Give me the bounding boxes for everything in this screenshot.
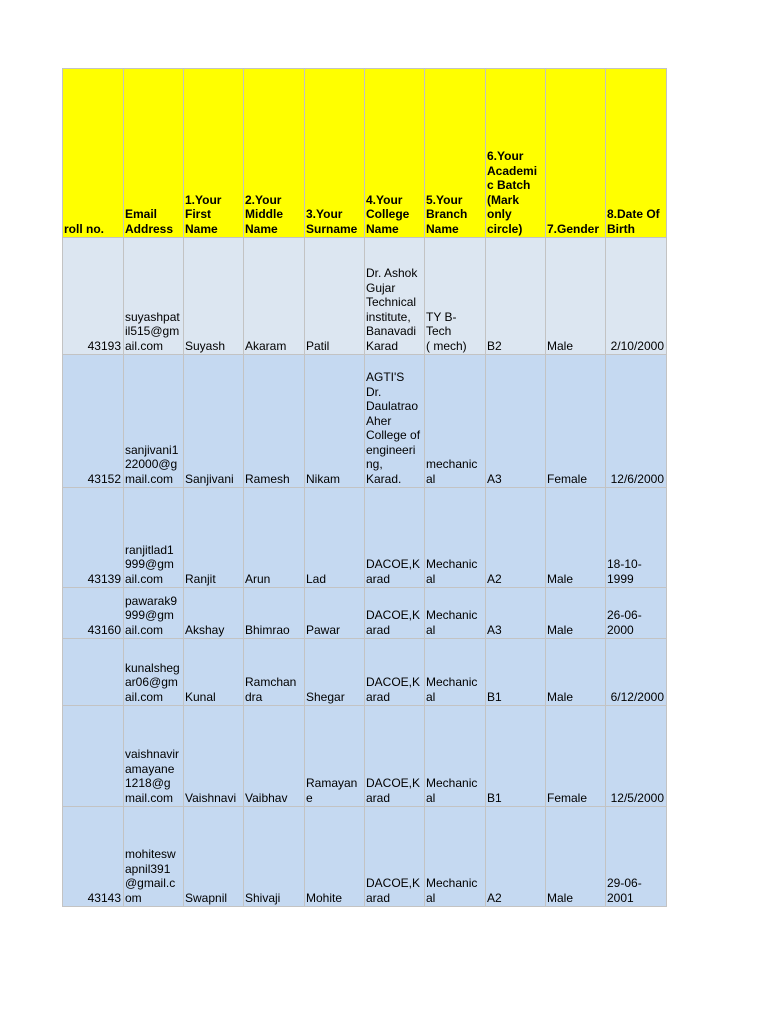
cell-middle-name: Akaram bbox=[244, 238, 305, 355]
cell-first-name: Kunal bbox=[184, 639, 244, 706]
cell-dob: 26-06- 2000 bbox=[606, 588, 667, 639]
cell-gender: Male bbox=[546, 639, 606, 706]
cell-first-name: Suyash bbox=[184, 238, 244, 355]
cell-middle-name: Bhimrao bbox=[244, 588, 305, 639]
cell-roll-no: 43139 bbox=[63, 488, 124, 588]
cell-college: Dr. Ashok Gujar Technical institute, Banavadi Karad bbox=[365, 238, 425, 355]
cell-middle-name: Vaibhav bbox=[244, 706, 305, 807]
cell-branch: mechanic al bbox=[425, 355, 486, 488]
header-row bbox=[63, 69, 667, 238]
cell-dob: 29-06- 2001 bbox=[606, 807, 667, 907]
cell-college: DACOE,K arad bbox=[365, 588, 425, 639]
header-surname: 3.Your Surname bbox=[305, 69, 365, 238]
cell-email: suyashpat il515@gm ail.com bbox=[124, 238, 184, 355]
header-email: Email Address bbox=[124, 69, 184, 238]
cell-email: mohitesw apnil391 @gmail.c om bbox=[124, 807, 184, 907]
cell-gender: Female bbox=[546, 355, 606, 488]
cell-college: DACOE,K arad bbox=[365, 706, 425, 807]
cell-email: vaishnavir amayane 1218@g mail.com bbox=[124, 706, 184, 807]
header-roll-no: roll no. bbox=[63, 69, 124, 238]
cell-branch: Mechanic al bbox=[425, 588, 486, 639]
cell-roll-no bbox=[63, 706, 124, 807]
cell-batch: A3 bbox=[486, 355, 546, 488]
cell-dob: 12/6/2000 bbox=[606, 355, 667, 488]
cell-first-name: Sanjivani bbox=[184, 355, 244, 488]
cell-gender: Male bbox=[546, 588, 606, 639]
cell-email: ranjitlad1 999@gm ail.com bbox=[124, 488, 184, 588]
cell-first-name: Akshay bbox=[184, 588, 244, 639]
cell-email: sanjivani1 22000@g mail.com bbox=[124, 355, 184, 488]
cell-branch: Mechanic al bbox=[425, 706, 486, 807]
cell-dob: 18-10- 1999 bbox=[606, 488, 667, 588]
cell-gender: Female bbox=[546, 706, 606, 807]
table-row bbox=[63, 807, 667, 907]
cell-middle-name: Ramchan dra bbox=[244, 639, 305, 706]
cell-college: DACOE,K arad bbox=[365, 488, 425, 588]
cell-branch: Mechanic al bbox=[425, 488, 486, 588]
cell-batch: B1 bbox=[486, 639, 546, 706]
cell-email: pawarak9 999@gm ail.com bbox=[124, 588, 184, 639]
cell-surname: Nikam bbox=[305, 355, 365, 488]
cell-college: DACOE,K arad bbox=[365, 639, 425, 706]
table-row bbox=[63, 355, 667, 488]
cell-college: DACOE,K arad bbox=[365, 807, 425, 907]
cell-roll-no: 43143 bbox=[63, 807, 124, 907]
table-row bbox=[63, 488, 667, 588]
cell-batch: B1 bbox=[486, 706, 546, 807]
cell-roll-no: 43193 bbox=[63, 238, 124, 355]
header-college: 4.Your College Name bbox=[365, 69, 425, 238]
header-batch: 6.Your Academi c Batch (Mark only circle) bbox=[486, 69, 546, 238]
cell-first-name: Ranjit bbox=[184, 488, 244, 588]
cell-college: AGTI'S Dr. Daulatrao Aher College of engineeri ng, Karad. bbox=[365, 355, 425, 488]
cell-branch: Mechanic al bbox=[425, 807, 486, 907]
cell-batch: A2 bbox=[486, 807, 546, 907]
cell-first-name: Swapnil bbox=[184, 807, 244, 907]
cell-dob: 12/5/2000 bbox=[606, 706, 667, 807]
cell-surname: Ramayan e bbox=[305, 706, 365, 807]
cell-middle-name: Shivaji bbox=[244, 807, 305, 907]
header-gender: 7.Gender bbox=[546, 69, 606, 238]
cell-surname: Mohite bbox=[305, 807, 365, 907]
cell-email: kunalsheg ar06@gm ail.com bbox=[124, 639, 184, 706]
cell-gender: Male bbox=[546, 238, 606, 355]
cell-dob: 6/12/2000 bbox=[606, 639, 667, 706]
header-dob: 8.Date Of Birth bbox=[606, 69, 667, 238]
cell-gender: Male bbox=[546, 807, 606, 907]
cell-batch: B2 bbox=[486, 238, 546, 355]
header-branch: 5.Your Branch Name bbox=[425, 69, 486, 238]
cell-batch: A3 bbox=[486, 588, 546, 639]
cell-surname: Patil bbox=[305, 238, 365, 355]
cell-middle-name: Ramesh bbox=[244, 355, 305, 488]
header-first-name: 1.Your First Name bbox=[184, 69, 244, 238]
table-row bbox=[63, 639, 667, 706]
table-row bbox=[63, 588, 667, 639]
cell-roll-no: 43152 bbox=[63, 355, 124, 488]
cell-surname: Lad bbox=[305, 488, 365, 588]
cell-middle-name: Arun bbox=[244, 488, 305, 588]
cell-roll-no: 43160 bbox=[63, 588, 124, 639]
student-data-table bbox=[62, 68, 667, 907]
cell-branch: Mechanic al bbox=[425, 639, 486, 706]
cell-branch: TY B- Tech ( mech) bbox=[425, 238, 486, 355]
table-row bbox=[63, 706, 667, 807]
cell-surname: Pawar bbox=[305, 588, 365, 639]
cell-batch: A2 bbox=[486, 488, 546, 588]
cell-surname: Shegar bbox=[305, 639, 365, 706]
header-middle-name: 2.Your Middle Name bbox=[244, 69, 305, 238]
cell-dob: 2/10/2000 bbox=[606, 238, 667, 355]
cell-first-name: Vaishnavi bbox=[184, 706, 244, 807]
cell-roll-no bbox=[63, 639, 124, 706]
cell-gender: Male bbox=[546, 488, 606, 588]
table-row bbox=[63, 238, 667, 355]
